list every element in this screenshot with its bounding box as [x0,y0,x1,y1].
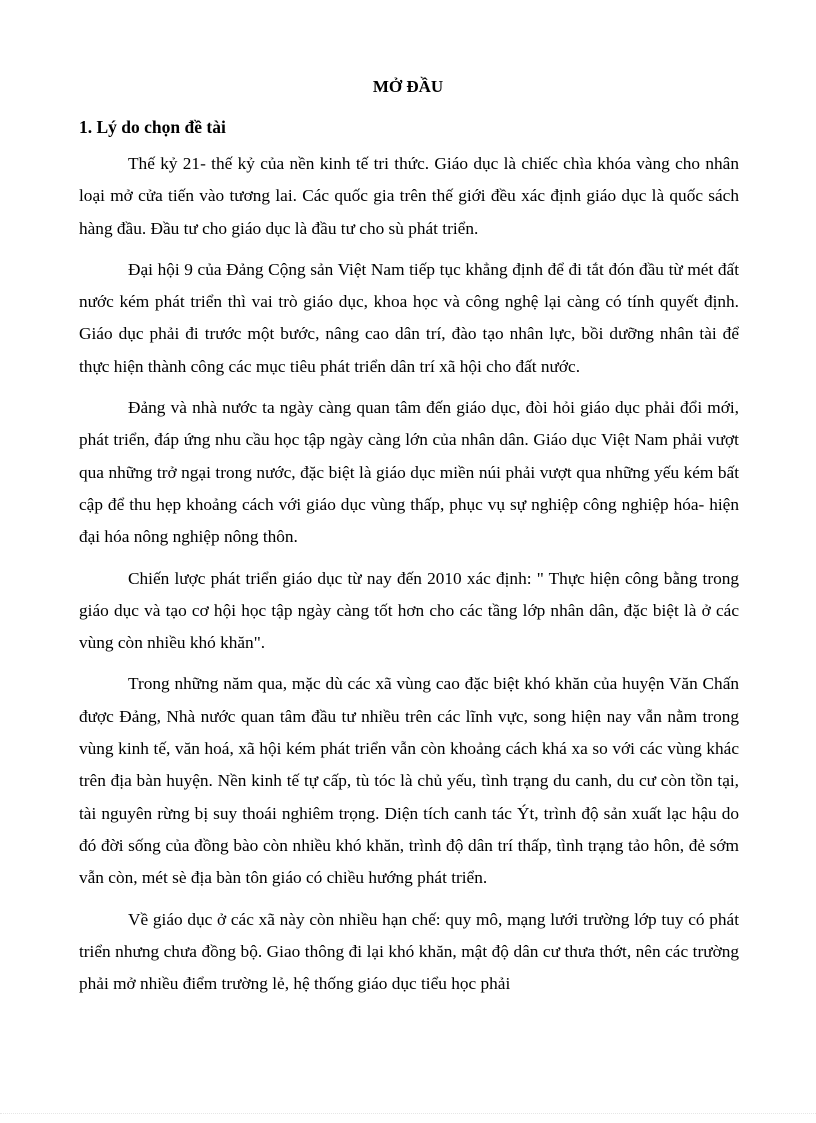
page-bottom-divider [0,1113,816,1114]
paragraph-2: Đại hội 9 của Đảng Cộng sản Việt Nam tiếp tục khẳng định để đi tắt đón đầu từ mét đất nước kém phát triển thì vai trò giáo dục, khoa học và công nghệ lại càng có tính quyết định. Giáo dục phải đi trước một bước, nâng cao dân trí, đào tạo nhân lực, bồi dưỡng nhân tài để thực hiện thành công các mục tiêu phát triển dân trí xã hội cho đất nước. [79,259,739,376]
paragraph-6: Về giáo dục ở các xã này còn nhiều hạn chế: quy mô, mạng lưới trường lớp tuy có phát triển nhưng chưa đồng bộ. Giao thông đi lại khó khăn, mật độ dân cư thưa thớt, nên các trường phải mở nhiều điểm trường lẻ, hệ thống giáo dục tiểu học phải [79,909,739,994]
document-body [79,148,739,1009]
page-title: MỞ ĐẦU [372,77,444,96]
paragraph-4: Chiến lược phát triển giáo dục từ nay đến 2010 xác định: " Thực hiện công bằng trong giáo dục và tạo cơ hội học tập ngày càng tốt hơn cho các tầng lớp nhân dân, đặc biệt là ở các vùng còn nhiều khó khăn". [79,568,739,653]
paragraph-3: Đảng và nhà nước ta ngày càng quan tâm đến giáo dục, đòi hỏi giáo dục phải đổi mới, phát triển, đáp ứng nhu cầu học tập ngày càng lớn của nhân dân. Giáo dục Việt Nam phải vượt qua những trở ngại trong nước, đặc biệt là giáo dục miền núi phải vượt qua những yếu kém bất cập để thu hẹp khoảng cách với giáo dục vùng thấp, phục vụ sự nghiệp công nghiệp hóa- hiện đại hóa nông nghiệp nông thôn. [79,398,739,547]
section-heading: 1. Lý do chọn đề tài [79,117,226,137]
paragraph-5: Trong những năm qua, mặc dù các xã vùng cao đặc biệt khó khăn của huyện Văn Chấn được Đảng, Nhà nước quan tâm đầu tư nhiều trên các lĩnh vực, song hiện nay vẫn nằm trong vùng kinh tế, văn hoá, xã hội kém phát triển vẫn còn khoảng cách khá xa so với các vùng khác trên địa bàn huyện. Nền kinh tế tự cấp, tù tóc là chủ yếu, tình trạng du canh, du cư còn tồn tại, tài nguyên rừng bị suy thoái nghiêm trọng. Diện tích canh tác Ýt, trình độ sản xuất lạc hậu do đó đời sống của đồng bào còn nhiều khó khăn, trình độ dân trí thấp, tình trạng tảo hôn, đẻ sớm vẫn còn, mét sè địa bàn tôn giáo có chiều hướng phát triển. [79,674,739,888]
paragraph-1: Thế kỷ 21- thế kỷ của nền kinh tế tri thức. Giáo dục là chiếc chìa khóa vàng cho nhân loại mở cửa tiến vào tương lai. Các quốc gia trên thế giới đều xác định giáo dục là quốc sách hàng đầu. Đầu tư cho giáo dục là đầu tư cho sù phát triển. [79,154,739,238]
